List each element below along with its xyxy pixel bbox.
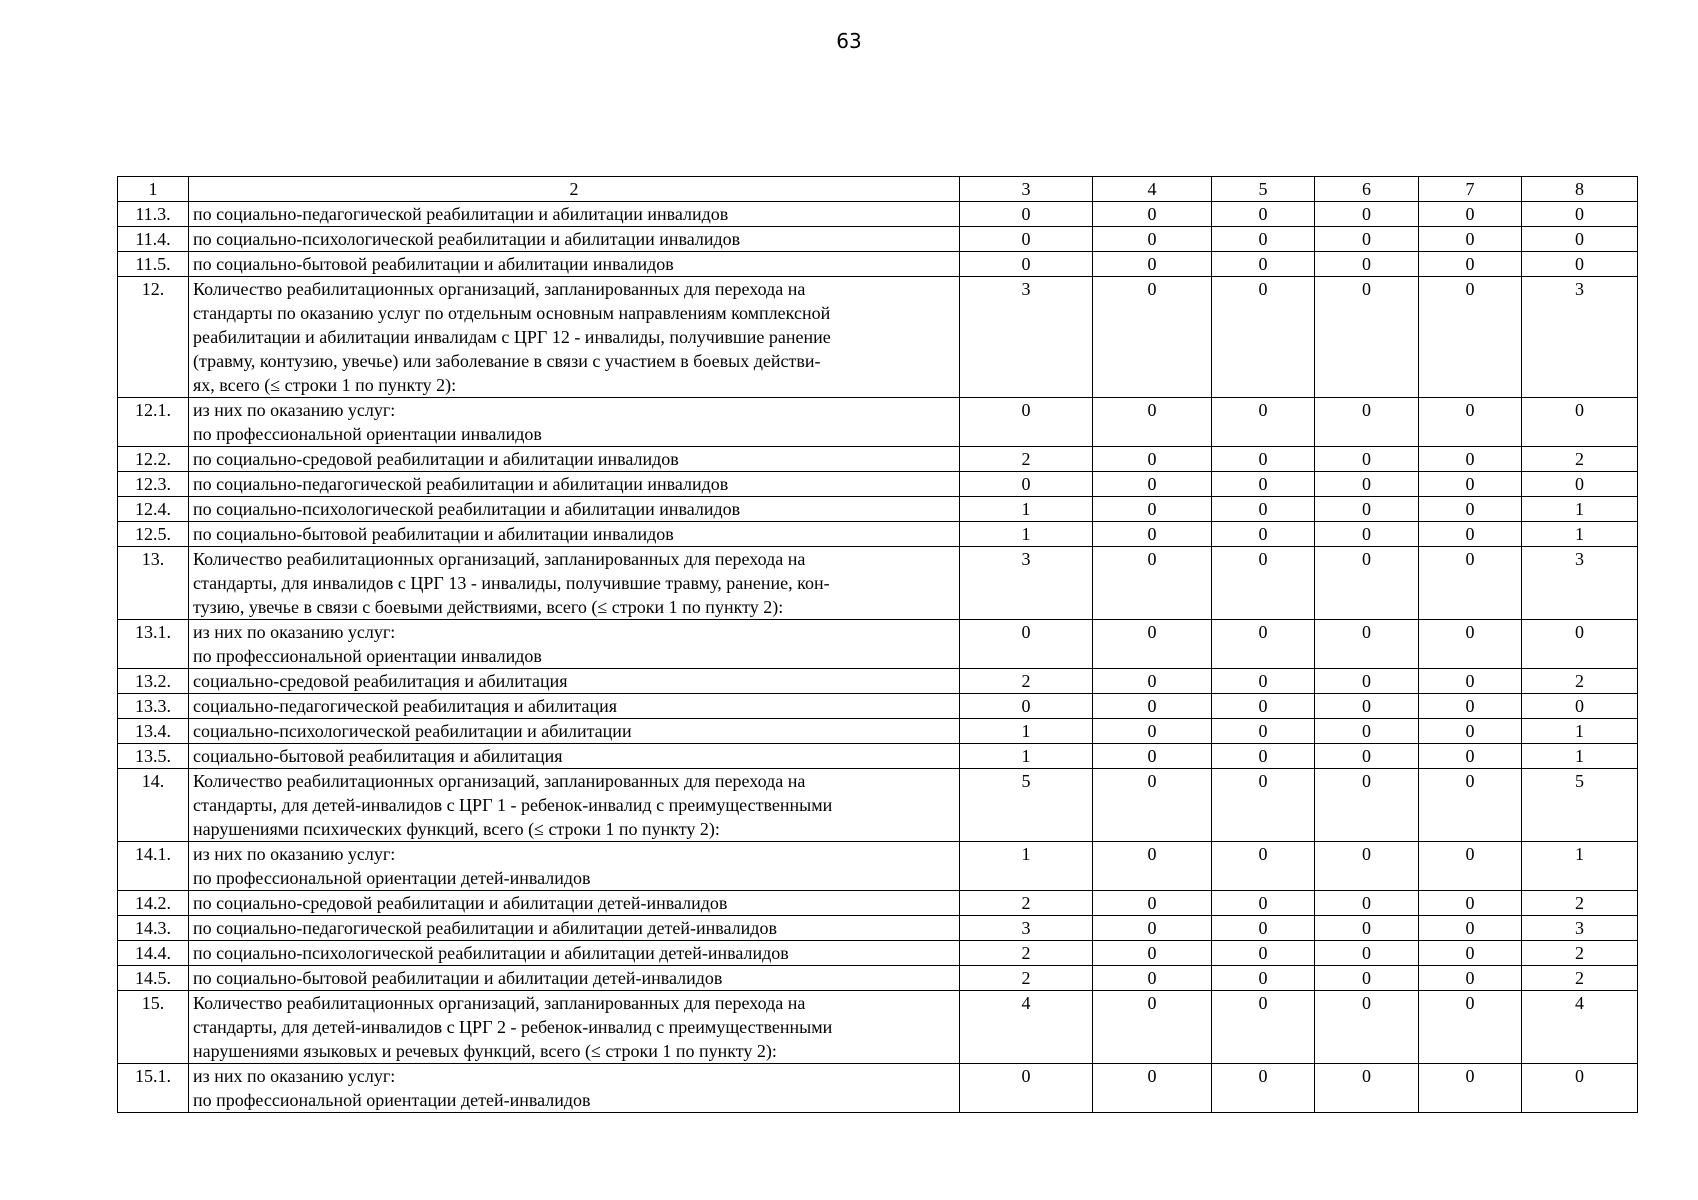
row-description — [189, 547, 960, 620]
value-cell: 0 — [1419, 1064, 1522, 1113]
description-line: по социально-психологической реабилитации и абилитации детей-инвалидов — [193, 943, 789, 963]
value-cell: 1 — [960, 744, 1093, 769]
description-line: социально-средовой реабилитация и абилитация — [193, 671, 568, 691]
value-cell: 0 — [1093, 941, 1212, 966]
table-row — [118, 497, 1638, 522]
value-cell: 0 — [1315, 497, 1419, 522]
table-row — [118, 547, 1638, 620]
description-line: нарушениями психических функций, всего (≤ строки 1 по пункту 2): — [193, 819, 720, 839]
description-line: социально-бытовой реабилитация и абилитация — [193, 746, 563, 766]
description-line: по профессиональной ориентации инвалидов — [193, 424, 542, 444]
row-description — [189, 1064, 960, 1113]
header-cell: 3 — [960, 177, 1093, 202]
table-row — [118, 522, 1638, 547]
table-row — [118, 966, 1638, 991]
value-cell: 0 — [1315, 891, 1419, 916]
value-cell: 0 — [1419, 620, 1522, 669]
value-cell: 0 — [1212, 842, 1315, 891]
row-description — [189, 719, 960, 744]
description-line: по социально-бытовой реабилитации и абилитации инвалидов — [193, 254, 674, 274]
value-cell: 0 — [1093, 447, 1212, 472]
description-line: по социально-средовой реабилитации и абилитации детей-инвалидов — [193, 893, 728, 913]
header-cell: 2 — [189, 177, 960, 202]
value-cell: 1 — [960, 842, 1093, 891]
value-cell: 1 — [960, 522, 1093, 547]
value-cell: 0 — [1212, 916, 1315, 941]
value-cell: 2 — [960, 891, 1093, 916]
value-cell: 0 — [1093, 252, 1212, 277]
row-description — [189, 769, 960, 842]
value-cell: 2 — [1522, 447, 1638, 472]
value-cell: 0 — [1212, 669, 1315, 694]
value-cell: 0 — [960, 620, 1093, 669]
description-line: (травму, контузию, увечье) или заболевание в связи с участием в боевых действи- — [193, 351, 821, 371]
row-number: 14.4. — [118, 941, 189, 966]
page-number: 63 — [836, 29, 862, 53]
description-line: по социально-педагогической реабилитации и абилитации детей-инвалидов — [193, 918, 777, 938]
row-description — [189, 202, 960, 227]
value-cell: 0 — [1315, 769, 1419, 842]
row-number: 12.3. — [118, 472, 189, 497]
value-cell: 3 — [1522, 547, 1638, 620]
value-cell: 0 — [960, 1064, 1093, 1113]
description-line: по социально-средовой реабилитации и абилитации инвалидов — [193, 449, 679, 469]
description-line: по социально-психологической реабилитации и абилитации инвалидов — [193, 229, 741, 249]
description-line: по социально-бытовой реабилитации и абилитации инвалидов — [193, 524, 674, 544]
header-cell: 8 — [1522, 177, 1638, 202]
row-number: 13.4. — [118, 719, 189, 744]
value-cell: 0 — [1093, 769, 1212, 842]
value-cell: 0 — [1093, 620, 1212, 669]
value-cell: 3 — [960, 916, 1093, 941]
value-cell: 0 — [1419, 916, 1522, 941]
value-cell: 0 — [1093, 547, 1212, 620]
row-number: 13.5. — [118, 744, 189, 769]
table-row — [118, 669, 1638, 694]
value-cell: 0 — [1212, 891, 1315, 916]
row-number: 14.1. — [118, 842, 189, 891]
value-cell: 0 — [1419, 497, 1522, 522]
table-row — [118, 744, 1638, 769]
value-cell: 2 — [1522, 966, 1638, 991]
row-number: 14.2. — [118, 891, 189, 916]
value-cell: 0 — [1419, 991, 1522, 1064]
row-number: 12.5. — [118, 522, 189, 547]
value-cell: 2 — [960, 941, 1093, 966]
row-description — [189, 398, 960, 447]
value-cell: 0 — [960, 252, 1093, 277]
header-cell: 4 — [1093, 177, 1212, 202]
row-number: 15. — [118, 991, 189, 1064]
value-cell: 0 — [1212, 694, 1315, 719]
table-row — [118, 842, 1638, 891]
description-line: Количество реабилитационных организаций, запланированных для перехода на — [193, 279, 806, 299]
value-cell: 0 — [960, 202, 1093, 227]
row-number: 11.3. — [118, 202, 189, 227]
value-cell: 0 — [1522, 202, 1638, 227]
data-table — [117, 176, 1638, 1113]
value-cell: 0 — [1419, 669, 1522, 694]
row-description — [189, 447, 960, 472]
table-row — [118, 891, 1638, 916]
value-cell: 1 — [960, 497, 1093, 522]
description-line: из них по оказанию услуг: — [193, 844, 396, 864]
table-row — [118, 1064, 1638, 1113]
description-line: нарушениями языковых и речевых функций, всего (≤ строки 1 по пункту 2): — [193, 1041, 777, 1061]
value-cell: 0 — [1093, 522, 1212, 547]
row-description — [189, 966, 960, 991]
value-cell: 0 — [1522, 620, 1638, 669]
row-description — [189, 497, 960, 522]
table-row — [118, 991, 1638, 1064]
value-cell: 0 — [1212, 522, 1315, 547]
value-cell: 3 — [960, 547, 1093, 620]
value-cell: 0 — [960, 694, 1093, 719]
value-cell: 0 — [960, 227, 1093, 252]
value-cell: 0 — [1419, 252, 1522, 277]
description-line: социально-педагогической реабилитация и абилитация — [193, 696, 618, 716]
value-cell: 0 — [1212, 547, 1315, 620]
value-cell: 1 — [1522, 522, 1638, 547]
description-line: по профессиональной ориентации детей-инвалидов — [193, 868, 591, 888]
value-cell: 0 — [1093, 719, 1212, 744]
value-cell: 0 — [1419, 842, 1522, 891]
value-cell: 0 — [1315, 1064, 1419, 1113]
row-description — [189, 891, 960, 916]
value-cell: 0 — [1315, 620, 1419, 669]
row-number: 14.5. — [118, 966, 189, 991]
description-line: по социально-бытовой реабилитации и абилитации детей-инвалидов — [193, 968, 723, 988]
row-description — [189, 669, 960, 694]
description-line: реабилитации и абилитации инвалидам с ЦРГ 12 - инвалиды, получившие ранение — [193, 327, 831, 347]
value-cell: 0 — [1315, 941, 1419, 966]
row-description — [189, 916, 960, 941]
description-line: по социально-педагогической реабилитации и абилитации инвалидов — [193, 204, 729, 224]
description-line: стандарты, для детей-инвалидов с ЦРГ 1 - ребенок-инвалид с преимущественными — [193, 795, 833, 815]
row-description — [189, 941, 960, 966]
value-cell: 0 — [1093, 991, 1212, 1064]
header-cell: 6 — [1315, 177, 1419, 202]
table-row — [118, 719, 1638, 744]
value-cell: 0 — [1093, 916, 1212, 941]
header-cell: 7 — [1419, 177, 1522, 202]
value-cell: 4 — [1522, 991, 1638, 1064]
row-description — [189, 620, 960, 669]
value-cell: 0 — [1522, 252, 1638, 277]
value-cell: 0 — [1212, 202, 1315, 227]
table-row — [118, 694, 1638, 719]
value-cell: 2 — [960, 669, 1093, 694]
value-cell: 0 — [1212, 398, 1315, 447]
value-cell: 0 — [1212, 227, 1315, 252]
value-cell: 0 — [1212, 744, 1315, 769]
row-number: 12. — [118, 277, 189, 398]
value-cell: 0 — [1315, 447, 1419, 472]
description-line: по профессиональной ориентации детей-инвалидов — [193, 1090, 591, 1110]
value-cell: 0 — [960, 472, 1093, 497]
value-cell: 0 — [1212, 472, 1315, 497]
table-row — [118, 916, 1638, 941]
table-row — [118, 277, 1638, 398]
value-cell: 0 — [1212, 497, 1315, 522]
row-number: 11.4. — [118, 227, 189, 252]
row-number: 15.1. — [118, 1064, 189, 1113]
table-row — [118, 472, 1638, 497]
value-cell: 0 — [1093, 1064, 1212, 1113]
value-cell: 0 — [1093, 497, 1212, 522]
value-cell: 0 — [1419, 202, 1522, 227]
row-number: 13. — [118, 547, 189, 620]
row-description — [189, 991, 960, 1064]
value-cell: 3 — [960, 277, 1093, 398]
value-cell: 0 — [1212, 447, 1315, 472]
row-number: 12.4. — [118, 497, 189, 522]
value-cell: 0 — [1315, 991, 1419, 1064]
value-cell: 0 — [960, 398, 1093, 447]
value-cell: 1 — [1522, 719, 1638, 744]
value-cell: 2 — [1522, 891, 1638, 916]
description-line: Количество реабилитационных организаций, запланированных для перехода на — [193, 993, 806, 1013]
description-line: по социально-педагогической реабилитации и абилитации инвалидов — [193, 474, 729, 494]
value-cell: 0 — [1419, 227, 1522, 252]
value-cell: 0 — [1315, 472, 1419, 497]
description-line: ях, всего (≤ строки 1 по пункту 2): — [193, 375, 457, 395]
description-line: из них по оказанию услуг: — [193, 1066, 396, 1086]
value-cell: 2 — [960, 447, 1093, 472]
value-cell: 0 — [1315, 252, 1419, 277]
value-cell: 0 — [1315, 719, 1419, 744]
row-number: 14.3. — [118, 916, 189, 941]
value-cell: 0 — [1093, 966, 1212, 991]
value-cell: 0 — [1419, 398, 1522, 447]
description-line: социально-психологической реабилитации и абилитации — [193, 721, 632, 741]
value-cell: 0 — [1212, 252, 1315, 277]
value-cell: 0 — [1315, 227, 1419, 252]
description-line: стандарты по оказанию услуг по отдельным основным направлениям комплексной — [193, 303, 831, 323]
value-cell: 0 — [1315, 744, 1419, 769]
value-cell: 0 — [1419, 522, 1522, 547]
row-description — [189, 522, 960, 547]
value-cell: 0 — [1315, 842, 1419, 891]
value-cell: 0 — [1315, 398, 1419, 447]
value-cell: 0 — [1419, 744, 1522, 769]
value-cell: 4 — [960, 991, 1093, 1064]
value-cell: 0 — [1419, 941, 1522, 966]
header-cell: 1 — [118, 177, 189, 202]
row-number: 14. — [118, 769, 189, 842]
table-row — [118, 447, 1638, 472]
row-number: 13.2. — [118, 669, 189, 694]
value-cell: 0 — [1212, 991, 1315, 1064]
value-cell: 1 — [1522, 497, 1638, 522]
table-header-row — [118, 177, 1638, 202]
value-cell: 0 — [1522, 472, 1638, 497]
value-cell: 0 — [1419, 891, 1522, 916]
value-cell: 0 — [1093, 277, 1212, 398]
value-cell: 0 — [1093, 669, 1212, 694]
value-cell: 0 — [1212, 966, 1315, 991]
value-cell: 0 — [1315, 522, 1419, 547]
table-row — [118, 398, 1638, 447]
description-line: из них по оказанию услуг: — [193, 400, 396, 420]
value-cell: 0 — [1093, 891, 1212, 916]
row-number: 13.1. — [118, 620, 189, 669]
row-description — [189, 472, 960, 497]
value-cell: 0 — [1419, 719, 1522, 744]
value-cell: 0 — [1212, 277, 1315, 398]
value-cell: 0 — [1093, 842, 1212, 891]
value-cell: 0 — [1419, 277, 1522, 398]
table-row — [118, 227, 1638, 252]
value-cell: 1 — [1522, 842, 1638, 891]
value-cell: 2 — [1522, 941, 1638, 966]
value-cell: 0 — [1419, 547, 1522, 620]
value-cell: 0 — [1315, 966, 1419, 991]
description-line: по профессиональной ориентации инвалидов — [193, 646, 542, 666]
row-description — [189, 694, 960, 719]
row-number: 13.3. — [118, 694, 189, 719]
value-cell: 0 — [1315, 277, 1419, 398]
value-cell: 2 — [960, 966, 1093, 991]
row-description — [189, 252, 960, 277]
row-number: 11.5. — [118, 252, 189, 277]
value-cell: 0 — [1419, 447, 1522, 472]
row-number: 12.2. — [118, 447, 189, 472]
value-cell: 0 — [1522, 1064, 1638, 1113]
description-line: из них по оказанию услуг: — [193, 622, 396, 642]
value-cell: 0 — [1419, 769, 1522, 842]
row-description — [189, 227, 960, 252]
value-cell: 0 — [1419, 966, 1522, 991]
value-cell: 2 — [1522, 669, 1638, 694]
value-cell: 0 — [1093, 472, 1212, 497]
value-cell: 0 — [1212, 941, 1315, 966]
row-number: 12.1. — [118, 398, 189, 447]
value-cell: 0 — [1315, 202, 1419, 227]
value-cell: 0 — [1522, 694, 1638, 719]
value-cell: 0 — [1093, 694, 1212, 719]
value-cell: 5 — [1522, 769, 1638, 842]
value-cell: 0 — [1315, 694, 1419, 719]
value-cell: 0 — [1315, 916, 1419, 941]
description-line: Количество реабилитационных организаций, запланированных для перехода на — [193, 549, 806, 569]
value-cell: 0 — [1419, 472, 1522, 497]
description-line: стандарты, для детей-инвалидов с ЦРГ 2 - ребенок-инвалид с преимущественными — [193, 1017, 833, 1037]
value-cell: 0 — [1212, 620, 1315, 669]
value-cell: 5 — [960, 769, 1093, 842]
table-row — [118, 202, 1638, 227]
value-cell: 0 — [1419, 694, 1522, 719]
value-cell: 0 — [1093, 202, 1212, 227]
row-description — [189, 842, 960, 891]
value-cell: 0 — [1522, 227, 1638, 252]
value-cell: 3 — [1522, 277, 1638, 398]
row-description — [189, 277, 960, 398]
value-cell: 0 — [1315, 547, 1419, 620]
value-cell: 3 — [1522, 916, 1638, 941]
table-row — [118, 620, 1638, 669]
value-cell: 0 — [1093, 227, 1212, 252]
value-cell: 0 — [1315, 669, 1419, 694]
row-description — [189, 744, 960, 769]
value-cell: 0 — [1522, 398, 1638, 447]
value-cell: 0 — [1093, 744, 1212, 769]
description-line: тузию, увечье в связи с боевыми действиями, всего (≤ строки 1 по пункту 2): — [193, 597, 784, 617]
table-row — [118, 941, 1638, 966]
value-cell: 0 — [1093, 398, 1212, 447]
description-line: по социально-психологической реабилитации и абилитации инвалидов — [193, 499, 741, 519]
value-cell: 1 — [960, 719, 1093, 744]
description-line: Количество реабилитационных организаций, запланированных для перехода на — [193, 771, 806, 791]
value-cell: 0 — [1212, 719, 1315, 744]
table-row — [118, 769, 1638, 842]
value-cell: 1 — [1522, 744, 1638, 769]
value-cell: 0 — [1212, 1064, 1315, 1113]
description-line: стандарты, для инвалидов с ЦРГ 13 - инвалиды, получившие травму, ранение, кон- — [193, 573, 830, 593]
value-cell: 0 — [1212, 769, 1315, 842]
header-cell: 5 — [1212, 177, 1315, 202]
table-row — [118, 252, 1638, 277]
